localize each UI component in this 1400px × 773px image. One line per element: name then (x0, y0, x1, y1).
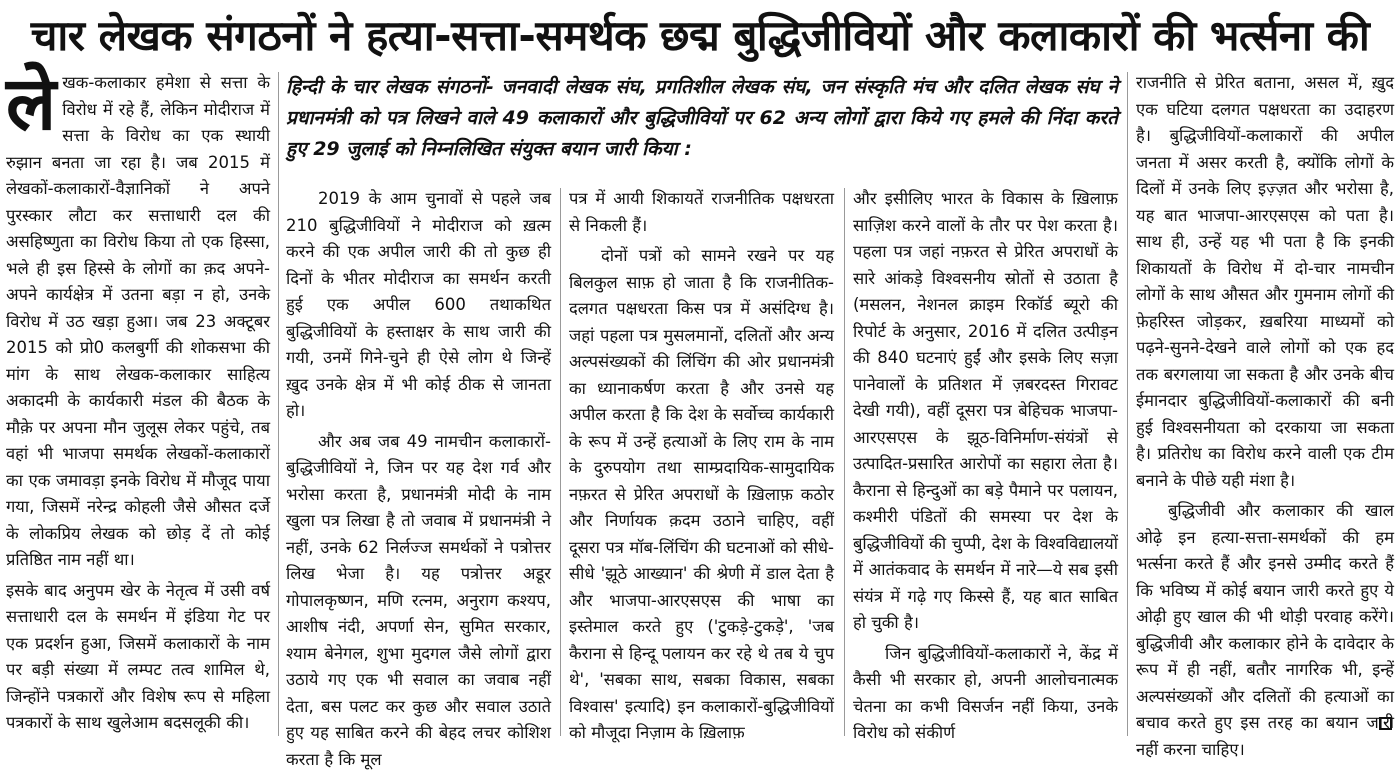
paragraph: बुद्धिजीवी और कलाकार की खाल ओढ़े इन हत्या-सत्ता-समर्थकों की हम भर्त्सना करते हैं और इनसे उम्मीद करते हैं कि भविष्य में कोई बयान जारी करते हुए ये ओढ़ी हुए खाल की भी थोड़ी परवाह करेंगे। बुद्धिजीवी और कलाकार होने के दावेदार के रूप में ही नहीं, बतौर नागरिक भी, इन्हें अल्पसंख्यकों और दलितों की हत्याओं का बचाव करते हुए इस तरह का बयान जारी नहीं करना चाहिए। (1136, 498, 1394, 763)
paragraph: पत्र में आयी शिकायतें राजनीतिक पक्षधरता से निकली हैं। (569, 186, 834, 239)
headline: चार लेखक संगठनों ने हत्या-सत्ता-समर्थक छद्म बुद्धिजीवियों और कलाकारों की भर्त्सना की (0, 6, 1400, 66)
intro-statement: हिन्दी के चार लेखक संगठनों- जनवादी लेखक संघ, प्रगतिशील लेखक संघ, जन संस्कृति मंच और दलित लेखक संघ ने प्रधानमंत्री को पत्र लिखने वाले 49 कलाकारों और बुद्धिजीवियों पर 62 अन्य लोगों द्वारा किये गए हमले की निंदा करते हुए 29 जुलाई को निम्नलिखित संयुक्त बयान जारी किया : (286, 72, 1118, 182)
article-column-right (1136, 70, 1394, 735)
paragraph (6, 70, 270, 574)
paragraph: और अब जब 49 नामचीन कलाकारों-बुद्धिजीवियों ने, जिन पर यह देश गर्व और भरोसा करता है, प्रधानमंत्री मोदी के नाम खुला पत्र लिखा है तो जवाब में प्रधानमंत्री ने नहीं, उनके 62 निर्लज्ज समर्थकों ने पत्रोत्तर लिख भेजा है। यह पत्रोत्तर अडूर गोपालकृष्णन, मणि रत्नम, अनुराग कश्यप, आशीष नंदी, अपर्णा सेन, सुमित सरकार, श्याम बेनेगल, शुभा मुदगल जैसे लोगों द्वारा उठाये गए एक भी सवाल का जवाब नहीं देता, बस पलट कर कुछ और सवाल उठाते हुए यह साबित करने की बेहद लचर कोशिश करता है कि मूल (286, 429, 551, 773)
column-divider (1127, 72, 1128, 736)
paragraph-text: खक-कलाकार हमेशा से सत्ता के विरोध में रहे हैं, लेकिन मोदीराज में सत्ता के विरोध का एक स्थायी रुझान बनता जा रहा है। जब 2015 में लेखकों-कलाकारों-वैज्ञानिकों ने अपने पुरस्कार लौटा कर सत्ताधारी दल की असहिष्णुता का विरोध किया तो एक हिस्सा, भले ही इस हिस्से के लोगों का क़द अपने-अपने कार्यक्षेत्र में उतना बड़ा न हो, उनके विरोध में उठ खड़ा हुआ। जब 23 अक्टूबर 2015 को प्रो0 कलबुर्गी की शोकसभा की मांग के साथ लेखक-कलाकार साहित्य अकादमी के कार्यकारी मंडल की बैठक के मौक़े पर अपना मौन जुलूस लेकर पहुंचे, तब वहां भी भाजपा समर्थक लेखकों-कलाकारों का एक जमावड़ा इनके विरोध में मौजूद पाया गया, जिसमें नरेन्द्र कोहली जैसे औसत दर्जे के लोकप्रिय लेखक को छोड़ दें तो कोई प्रतिष्ठित नाम नहीं था। (6, 73, 270, 569)
article-end-mark (1379, 717, 1392, 730)
drop-cap: ले (6, 74, 56, 134)
paragraph: दोनों पत्रों को सामने रखने पर यह बिलकुल साफ़ हो जाता है कि राजनीतिक-दलगत पक्षधरता किस पत्र में असंदिग्ध है। जहां पहला पत्र मुसलमानों, दलितों और अन्य अल्पसंख्यकों की लिंचिंग की ओर प्रधानमंत्री का ध्यानाकर्षण करता है और उनसे यह अपील करता है कि देश के सर्वोच्च कार्यकारी के रूप में उन्हें हत्याओं के लिए राम के नाम के दुरुपयोग तथा साम्प्रदायिक-सामुदायिक नफ़रत से प्रेरित अपराधों के ख़िलाफ़ कठोर और निर्णायक क़दम उठाने चाहिए, वहीं दूसरा पत्र मॉब-लिंचिंग की घटनाओं को सीधे-सीधे 'झूठे आख्यान' की श्रेणी में डाल देता है और भाजपा-आरएसएस की भाषा का इस्तेमाल करते हुए ('टुकड़े-टुकड़े', 'जब कैराना से हिन्दू पलायन कर रहे थे तब ये चुप थे', 'सबका साथ, सबका विकास, सबका विश्वास' इत्यादि) इन कलाकारों-बुद्धिजीवियों को मौजूदा निज़ाम के ख़िलाफ़ (569, 243, 834, 747)
column-divider (560, 188, 561, 736)
paragraph: 2019 के आम चुनावों से पहले जब 210 बुद्धिजीवियों ने मोदीराज को ख़त्म करने की एक अपील जारी की तो कुछ ही दिनों के भीतर मोदीराज का समर्थन करती हुई एक अपील 600 तथाकथित बुद्धिजीवियों के हस्ताक्षर के साथ जारी की गयी, उनमें गिने-चुने ही ऐसे लोग थे जिन्हें ख़ुद उनके क्षेत्र में भी कोई ठीक से जानता हो। (286, 186, 551, 425)
article-column-left (6, 70, 270, 735)
article-column-d (853, 186, 1118, 738)
column-divider (278, 72, 279, 736)
paragraph: राजनीति से प्रेरित बताना, असल में, ख़ुद एक घटिया दलगत पक्षधरता का उदाहरण है। बुद्धिजीवियों-कलाकारों की अपील जनता में असर करती है, क्योंकि लोगों के दिलों में उनके लिए इज़्ज़त और भरोसा है, यह बात भाजपा-आरएसएस को पता है। साथ ही, उन्हें यह भी पता है कि इनकी शिकायतों के विरोध में दो-चार नामचीन लोगों के साथ औसत और गुमनाम लोगों की फ़ेहरिस्त जोड़कर, ख़बरिया माध्यमों को पढ़ने-सुनने-देखने वाले लोगों को एक हद तक बरगलाया जा सकता है और उनके बीच ईमानदार बुद्धिजीवियों-कलाकारों की बनी हुई विश्वसनीयता को दरकाया जा सकता है। प्रतिरोध का विरोध करने वाली एक टीम बनाने के पीछे यही मंशा है। (1136, 70, 1394, 494)
column-divider (844, 188, 845, 736)
paragraph: और इसीलिए भारत के विकास के ख़िलाफ़ साज़िश करने वालों के तौर पर पेश करता है। पहला पत्र जहां नफ़रत से प्रेरित अपराधों के सारे आंकड़े विश्वसनीय स्रोतों से उठाता है (मसलन, नेशनल क्राइम रिकॉर्ड ब्यूरो की रिपोर्ट के अनुसार, 2016 में दलित उत्पीड़न की 840 घटनाएं हुईं और इसके लिए सज़ा पानेवालों के प्रतिशत में ज़बरदस्त गिरावट देखी गयी), वहीं दूसरा पत्र बेहिचक भाजपा-आरएसएस के झूठ-विनिर्माण-संयंत्रों से उत्पादित-प्रसारित आरोपों का सहारा लेता है। कैराना से हिन्दुओं का बड़े पैमाने पर पलायन, कश्मीरी पंडितों की समस्या पर देश के बुद्धिजीवियों की चुप्पी, देश के विश्वविद्यालयों में आतंकवाद के समर्थन में नारे—ये सब इसी संयंत्र में गढ़े गए किस्से हैं, यह बात साबित हो चुकी है। (853, 186, 1118, 637)
article-column-c (569, 186, 834, 738)
article-column-b (286, 186, 551, 738)
paragraph: जिन बुद्धिजीवियों-कलाकारों ने, केंद्र में कैसी भी सरकार हो, अपनी आलोचनात्मक चेतना का कभी विसर्जन नहीं किया, उनके विरोध को संकीर्ण (853, 641, 1118, 747)
paragraph: इसके बाद अनुपम खेर के नेतृत्व में उसी वर्ष सत्ताधारी दल के समर्थन में इंडिया गेट पर एक प्रदर्शन हुआ, जिसमें कलाकारों के नाम पर बड़ी संख्या में लम्पट तत्व शामिल थे, जिन्होंने पत्रकारों और विशेष रूप से महिला पत्रकारों के साथ खुलेआम बदसलूकी की। (6, 578, 270, 737)
